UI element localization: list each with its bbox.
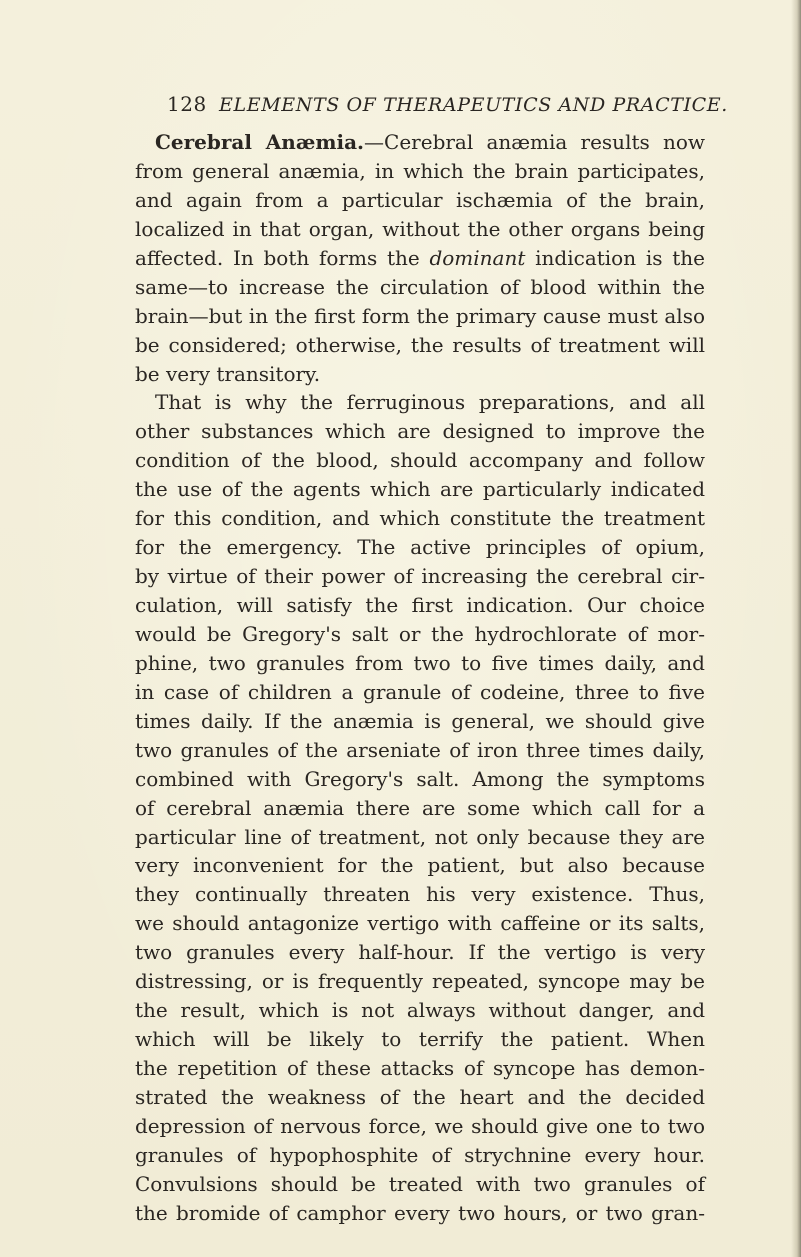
text-line: the repetition of these attacks of syncope has demon-: [135, 1056, 705, 1080]
text-line: by virtue of their power of increasing the cerebral cir-: [135, 564, 705, 589]
text-line: times daily. If the anæmia is general, we should give: [135, 708, 705, 733]
text-line: particular line of treatment, not only because they are: [135, 824, 705, 849]
text-line: [135, 128, 705, 157]
text-line: two granules every half-hour. If the vertigo is very: [135, 940, 705, 965]
text-line-content: indication is the: [535, 245, 705, 270]
text-line: of cerebral anæmia there are some which call for a: [135, 795, 705, 820]
text-line: same—to increase the circulation of blood within the: [135, 274, 705, 299]
text-line: and again from a particular ischæmia of the brain,: [135, 187, 705, 212]
text-line: That is why the ferruginous preparations, and all: [155, 390, 705, 415]
text-line-content: —Cerebral anæmia results now: [364, 130, 705, 154]
text-line: the use of the agents which are particularly indicated: [135, 477, 705, 502]
text-line: for this condition, and which constitute the treatment: [135, 506, 705, 531]
text-line: phine, two granules from two to five times daily, and: [135, 650, 705, 675]
page-number: 128: [167, 92, 207, 116]
body-text: [135, 128, 705, 1228]
text-line: other substances which are designed to improve the: [135, 419, 705, 444]
text-line: condition of the blood, should accompany and follow: [135, 448, 705, 473]
text-line: two granules of the arseniate of iron three times daily,: [135, 737, 705, 762]
running-title: ELEMENTS OF THERAPEUTICS AND PRACTICE.: [219, 94, 728, 116]
section-heading: Cerebral Anæmia.: [155, 130, 365, 154]
text-line: the result, which is not always without danger, and: [135, 998, 705, 1023]
page-edge-shadow: [791, 0, 801, 1257]
text-line-content: affected. In both forms the: [135, 245, 420, 270]
text-line: for the emergency. The active principles of opium,: [135, 535, 705, 560]
text-line: very inconvenient for the patient, but also because: [135, 853, 705, 878]
emphasis-dominant: dominant: [429, 245, 526, 270]
text-line: from general anæmia, in which the brain participates,: [135, 158, 705, 183]
text-line: which will be likely to terrify the patient. When: [135, 1027, 705, 1052]
text-line: in case of children a granule of codeine, three to five: [135, 679, 705, 704]
text-line: strated the weakness of the heart and the decided: [135, 1084, 705, 1109]
text-line: brain—but in the first form the primary cause must also: [135, 303, 705, 328]
text-line: Convulsions should be treated with two granules of: [135, 1171, 705, 1196]
text-line: be considered; otherwise, the results of treatment will: [135, 332, 705, 357]
running-header: [167, 90, 727, 119]
text-line: would be Gregory's salt or the hydrochlorate of mor-: [135, 621, 705, 646]
text-line: distressing, or is frequently repeated, syncope may be: [135, 969, 705, 994]
text-line: the bromide of camphor every two hours, or two gran-: [135, 1200, 705, 1225]
text-line: we should antagonize vertigo with caffeine or its salts,: [135, 911, 705, 936]
text-line: they continually threaten his very existence. Thus,: [135, 882, 705, 907]
text-line: depression of nervous force, we should give one to two: [135, 1113, 705, 1138]
text-line: be very transitory.: [135, 361, 321, 386]
text-line: [135, 244, 705, 273]
text-line: granules of hypophosphite of strychnine every hour.: [135, 1142, 705, 1167]
text-line: combined with Gregory's salt. Among the symptoms: [135, 766, 705, 791]
text-line: localized in that organ, without the other organs being: [135, 216, 705, 241]
text-line: culation, will satisfy the first indication. Our choice: [135, 593, 705, 617]
